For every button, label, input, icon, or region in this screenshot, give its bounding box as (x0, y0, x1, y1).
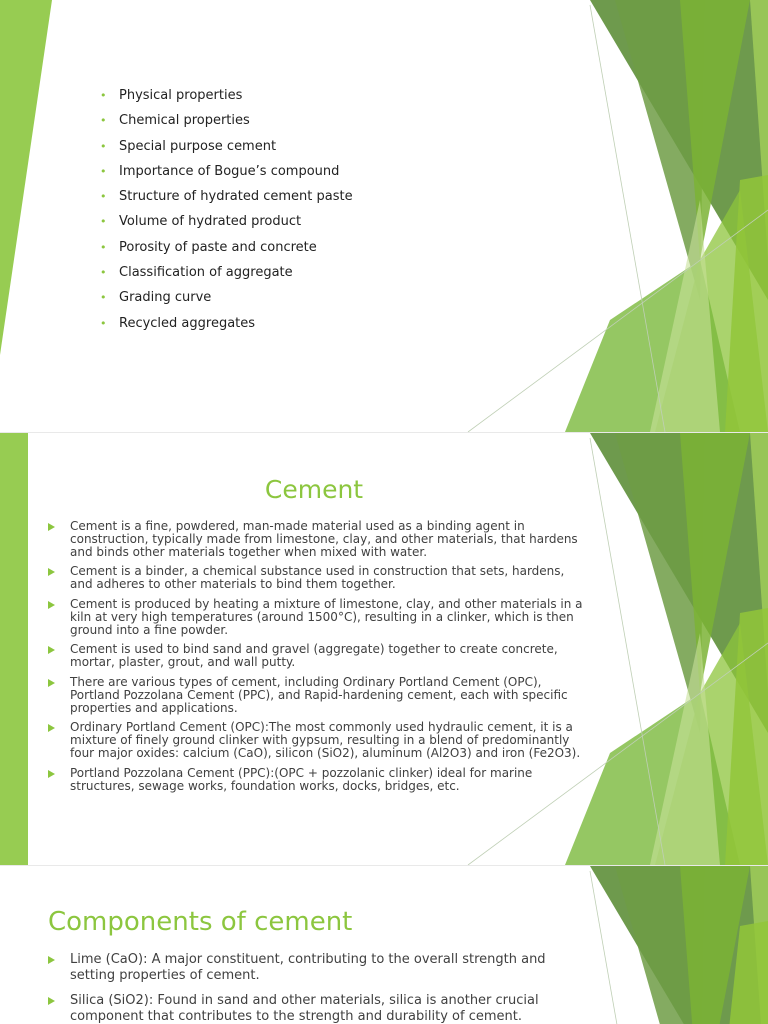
list-item-text: Ordinary Portland Cement (OPC):The most commonly used hydraulic cement, it is a mixture of finely ground clinker with gypsum, resulting in a blend of predominantly four major oxides: calcium (CaO), silicon (SiO2), aluminum (Al2O3) and iron (Fe2O3). (70, 720, 581, 760)
list-item-text: Silica (SiO2): Found in sand and other materials, silica is another crucial component that contributes to the strength and durability of cement. (70, 993, 539, 1024)
list-item: • Structure of hydrated cement paste (100, 189, 353, 214)
list-item-text: Cement is produced by heating a mixture of limestone, clay, and other materials in a kiln at very high temperatures (around 1500°C), resulting in a clinker, which is then ground into a fine powder. (70, 596, 583, 637)
arrow-bullet-icon (48, 523, 55, 531)
list-item: • Physical properties (100, 88, 353, 113)
arrow-bullet-icon (48, 646, 55, 654)
slide-cement (0, 433, 768, 865)
list-item (48, 721, 583, 759)
list-item-text: Cement is a binder, a chemical substance used in construction that sets, hardens, and adheres to other materials to bind them together. (70, 564, 565, 592)
slide-title: Cement (264, 475, 364, 504)
arrow-bullet-icon (48, 724, 55, 732)
cement-list (48, 520, 583, 799)
list-item (48, 520, 583, 558)
list-item (48, 952, 568, 984)
list-item-text: There are various types of cement, including Ordinary Portland Cement (OPC), Portland Pozzolana Cement (PPC), and Rapid-hardening cement, each with specific properties and applications. (70, 674, 568, 715)
arrow-bullet-icon (48, 568, 55, 576)
list-item-text: Cement is used to bind sand and gravel (aggregate) together to create concrete, mortar, plaster, grout, and wall putty. (70, 642, 558, 670)
arrow-bullet-icon (48, 679, 55, 687)
list-item: • Grading curve (100, 290, 353, 315)
list-item: • Importance of Bogue’s compound (100, 164, 353, 189)
slide-agenda (0, 0, 768, 432)
list-item (48, 598, 583, 636)
slide-title: Components of cement (48, 907, 353, 937)
arrow-bullet-icon (48, 601, 55, 609)
components-list (48, 952, 568, 1024)
list-item: • Volume of hydrated product (100, 214, 353, 239)
list-item (48, 993, 568, 1024)
list-item: • Chemical properties (100, 113, 353, 138)
list-item (48, 767, 583, 793)
list-item-text: Portland Pozzolana Cement (PPC):(OPC + pozzolanic clinker) ideal for marine structures, sewage works, foundation works, docks, bridges, etc. (70, 765, 533, 793)
arrow-bullet-icon (48, 770, 55, 778)
slide-components (0, 866, 768, 1024)
arrow-bullet-icon (48, 997, 55, 1005)
list-item (48, 676, 583, 714)
list-item (48, 643, 583, 669)
arrow-bullet-icon (48, 956, 55, 964)
agenda-list (100, 88, 353, 341)
list-item: • Recycled aggregates (100, 316, 353, 341)
list-item-text: Lime (CaO): A major constituent, contributing to the overall strength and setting properties of cement. (70, 952, 546, 983)
list-item (48, 565, 583, 591)
list-item-text: Cement is a fine, powdered, man-made material used as a binding agent in construction, typically made from limestone, clay, and other materials, that hardens and binds other materials together when mixed with water. (70, 519, 578, 559)
list-item: • Classification of aggregate (100, 265, 353, 290)
list-item: • Special purpose cement (100, 139, 353, 164)
list-item: • Porosity of paste and concrete (100, 240, 353, 265)
